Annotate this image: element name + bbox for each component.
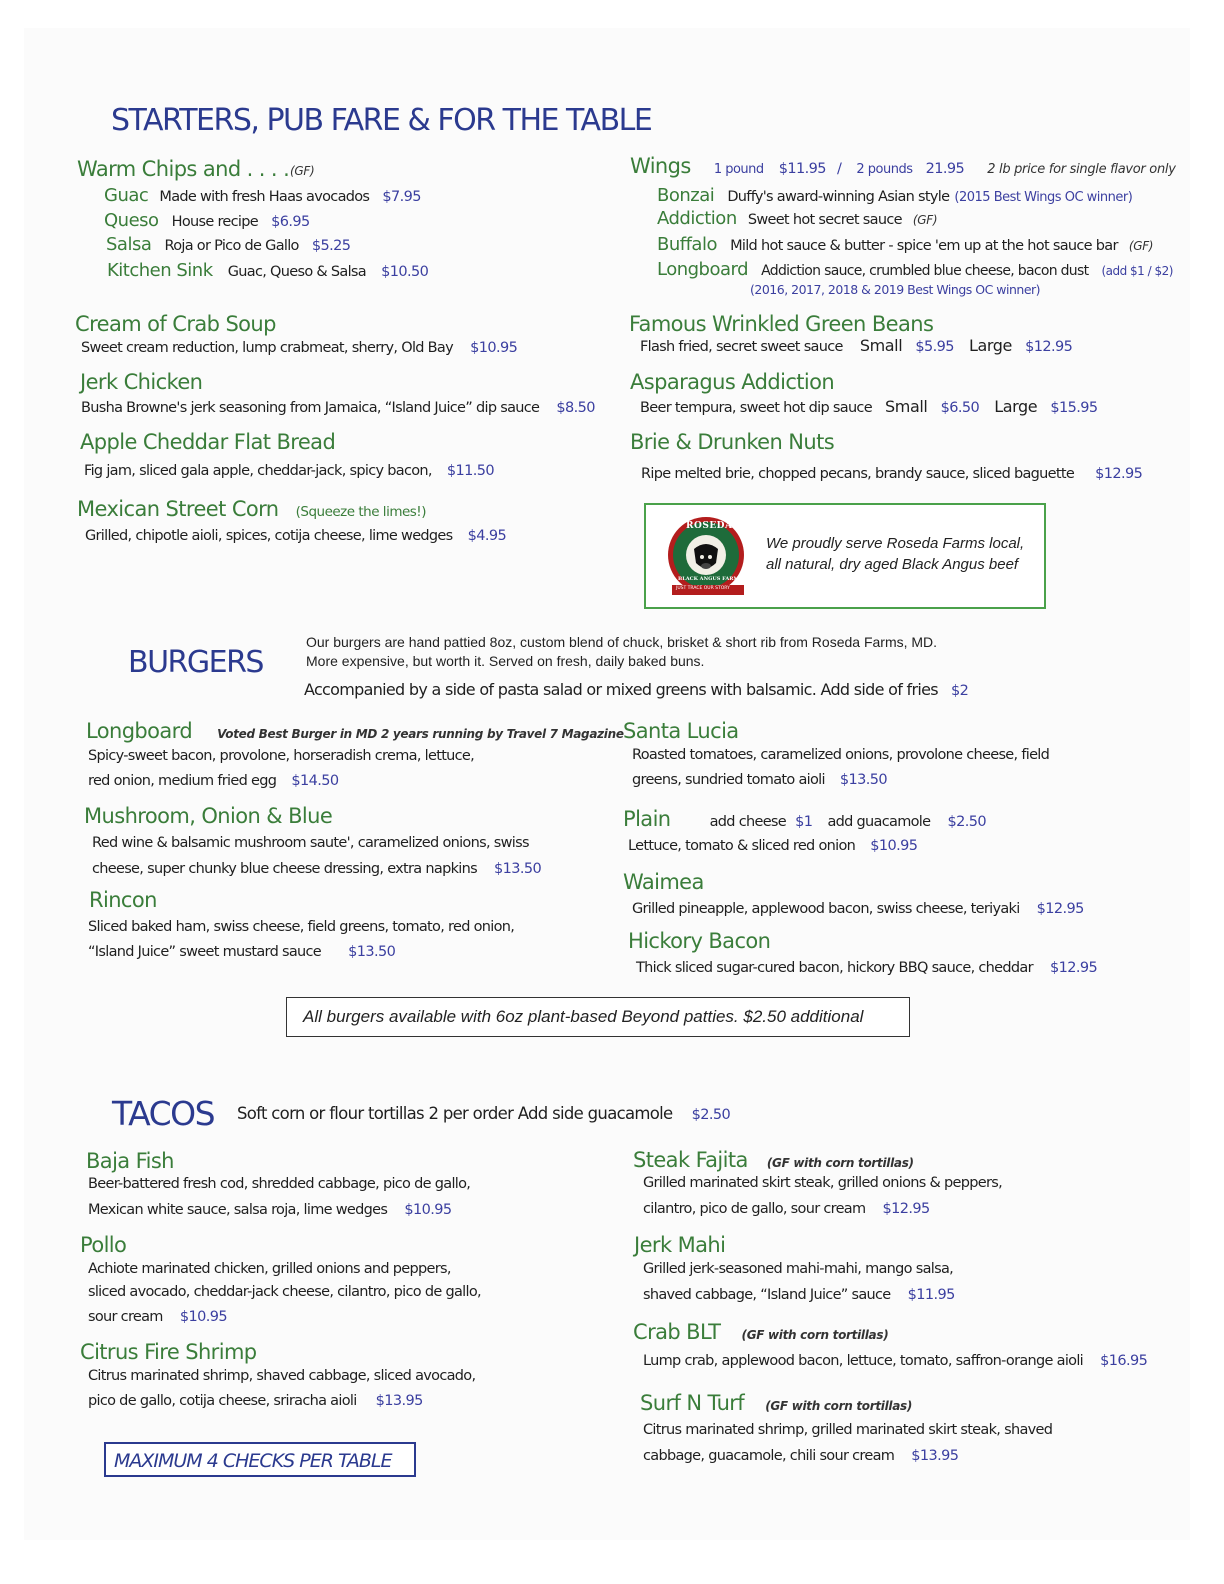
chips-item-price: $6.95 <box>271 214 310 230</box>
surf-turf-desc-1: Citrus marinated shrimp, grilled marinated skirt steak, shaved <box>643 1422 1053 1438</box>
surf-turf-header <box>640 1391 912 1415</box>
wing-flavor-extra: (2015 Best Wings OC winner) <box>954 190 1133 205</box>
wings-addiction-row <box>657 208 937 229</box>
chips-item-price: $7.95 <box>382 189 421 205</box>
fries-price: $2 <box>950 683 969 699</box>
longboard-burger-name: Longboard <box>86 719 193 743</box>
item-desc: Busha Browne's jerk seasoning from Jamaica, “Island Juice” dip sauce <box>81 400 540 416</box>
chips-item-desc: Roja or Pico de Gallo <box>164 238 299 254</box>
item-price: $11.95 <box>907 1287 955 1303</box>
item-price: $10.95 <box>470 340 518 356</box>
pollo-desc-row <box>88 1306 227 1325</box>
steak-fajita-header <box>633 1148 914 1172</box>
chips-salsa-row <box>106 234 350 255</box>
burgers-intro-2: More expensive, but worth it. Served on fresh, daily baked buns. <box>306 653 705 669</box>
size-large-price: $15.95 <box>1050 400 1098 416</box>
max-checks-text: MAXIMUM 4 CHECKS PER TABLE <box>114 1450 392 1472</box>
item-desc: cabbage, guacamole, chili sour cream <box>643 1448 895 1464</box>
item-desc: shaved cabbage, “Island Juice” sauce <box>643 1287 891 1303</box>
item-price: $10.95 <box>404 1202 452 1218</box>
item-price: $8.50 <box>556 400 595 416</box>
beyond-patty-note: All burgers available with 6oz plant-based Beyond patties. $2.50 additional <box>303 1007 864 1026</box>
item-desc: Mexican white sauce, salsa roja, lime wedges <box>88 1202 388 1218</box>
size-large-price: $12.95 <box>1025 339 1073 355</box>
wing-flavor-extra: (GF) <box>912 213 938 227</box>
chips-item-name: Queso <box>104 210 159 231</box>
wing-flavor-name: Addiction <box>657 208 737 229</box>
size-small-label: Small <box>859 336 903 355</box>
wings-name: Wings <box>630 154 691 178</box>
item-price: $13.50 <box>839 772 888 788</box>
chips-item-name: Guac <box>104 185 149 206</box>
citrus-shrimp-desc-row <box>88 1390 423 1409</box>
surf-turf-name: Surf N Turf <box>640 1391 745 1415</box>
chips-item-price: $10.50 <box>381 264 429 280</box>
item-desc: greens, sundried tomato aioli <box>632 772 825 788</box>
crab-soup-name: Cream of Crab Soup <box>75 312 276 336</box>
chips-item-desc: Made with fresh Haas avocados <box>159 189 370 205</box>
jerk-mahi-name: Jerk Mahi <box>634 1233 726 1257</box>
burgers-intro-3-row <box>304 680 968 699</box>
item-desc: cilantro, pico de gallo, sour cream <box>643 1201 866 1217</box>
jerk-chicken-desc-row <box>81 397 595 416</box>
wing-flavor-desc: Addiction sauce, crumbled blue cheese, bacon dust <box>761 263 1089 279</box>
item-desc: cheese, super chunky blue cheese dressing, extra napkins <box>92 861 477 877</box>
item-desc: Thick sliced sugar-cured bacon, hickory BBQ sauce, cheddar <box>636 960 1033 976</box>
roseda-logo-top-text: ROSEDA <box>686 521 733 531</box>
size-small-label: Small <box>885 397 928 416</box>
wings-bonzai-row <box>657 185 1132 206</box>
burgers-title: BURGERS <box>128 645 263 680</box>
item-desc: red onion, medium fried egg <box>88 773 277 789</box>
jerk-mahi-desc-1: Grilled jerk-seasoned mahi-mahi, mango salsa, <box>643 1261 954 1277</box>
waimea-burger-name: Waimea <box>623 870 704 894</box>
chips-item-name: Kitchen Sink <box>107 260 213 281</box>
chips-name: Warm Chips and . . . . <box>77 157 290 181</box>
item-price: $13.50 <box>494 861 542 877</box>
tacos-guac-price: $2.50 <box>691 1107 731 1123</box>
crab-blt-name: Crab BLT <box>633 1320 721 1344</box>
wings-buffalo-row <box>657 234 1153 255</box>
roseda-logo-banner-text: JUST TRACE OUR STORY <box>676 586 730 591</box>
longboard-burger-desc-1: Spicy-sweet bacon, provolone, horseradish crema, lettuce, <box>88 748 475 764</box>
plain-cheese-price: $1 <box>795 814 813 830</box>
chips-item-name: Salsa <box>106 234 152 255</box>
pollo-desc-1: Achiote marinated chicken, grilled onions and peppers, <box>88 1261 451 1277</box>
chips-gf-note: (GF) <box>290 164 315 178</box>
tacos-subtitle-row <box>237 1104 730 1123</box>
santa-lucia-burger-name: Santa Lucia <box>623 719 739 743</box>
jerk-chicken-name: Jerk Chicken <box>80 370 203 394</box>
wings-note: 2 lb price for single flavor only <box>987 162 1176 177</box>
wing-flavor-name: Longboard <box>657 259 749 280</box>
street-corn-header <box>77 497 426 521</box>
citrus-shrimp-name: Citrus Fire Shrimp <box>80 1340 257 1364</box>
roseda-line-1: We proudly serve Roseda Farms local, <box>766 535 1025 552</box>
baja-fish-desc-row <box>88 1199 451 1218</box>
max-checks-box <box>104 1442 416 1477</box>
steak-fajita-name: Steak Fajita <box>633 1148 748 1172</box>
plain-add-guac: add guacamole <box>827 814 931 830</box>
size-small-price: $6.50 <box>940 400 980 416</box>
plain-burger-header <box>623 807 986 831</box>
beyond-patty-note-box <box>286 997 910 1037</box>
green-beans-desc-row <box>640 336 1072 355</box>
wing-flavor-desc: Duffy's award-winning Asian style <box>727 189 950 205</box>
item-price: $10.95 <box>179 1309 227 1325</box>
crab-blt-desc-row <box>643 1350 1147 1369</box>
item-price: $12.95 <box>882 1201 930 1217</box>
item-desc: Sweet cream reduction, lump crabmeat, sherry, Old Bay <box>81 340 453 356</box>
burgers-intro-1: Our burgers are hand pattied 8oz, custom blend of chuck, brisket & short rib from Roseda Farms, MD. <box>306 634 938 650</box>
santa-lucia-burger-desc-row <box>632 769 887 788</box>
asparagus-name: Asparagus Addiction <box>630 370 835 394</box>
item-desc: pico de gallo, cotija cheese, sriracha aioli <box>88 1393 357 1409</box>
item-price: $12.95 <box>1036 901 1084 917</box>
item-price: $10.95 <box>870 838 918 854</box>
tacos-subtitle: Soft corn or flour tortillas 2 per order Add side guacamole <box>237 1104 673 1123</box>
pollo-name: Pollo <box>80 1233 127 1257</box>
chips-item-desc: Guac, Queso & Salsa <box>227 264 366 280</box>
item-desc: Grilled, chipotle aioli, spices, cotija cheese, lime wedges <box>85 528 453 544</box>
item-price: $4.95 <box>467 528 507 544</box>
item-desc: Lettuce, tomato & sliced red onion <box>628 838 856 854</box>
chips-guac-row <box>104 185 421 206</box>
asparagus-desc-row <box>640 397 1097 416</box>
waimea-burger-desc-row <box>632 898 1084 917</box>
steak-fajita-note: (GF with corn tortillas) <box>766 1156 914 1170</box>
crab-blt-header <box>633 1320 888 1344</box>
jerk-mahi-desc-row <box>643 1284 955 1303</box>
wings-header <box>630 154 1176 178</box>
size-large-label: Large <box>968 336 1013 355</box>
wing-flavor-name: Buffalo <box>657 234 717 255</box>
plain-burger-desc-row <box>628 835 917 854</box>
item-price: $13.95 <box>375 1393 423 1409</box>
item-price: $12.95 <box>1095 466 1143 482</box>
size-small-price: $5.95 <box>915 339 954 355</box>
item-desc: Ripe melted brie, chopped pecans, brandy sauce, sliced baguette <box>641 466 1075 482</box>
item-price: $14.50 <box>291 773 339 789</box>
mushroom-burger-name: Mushroom, Onion & Blue <box>84 804 333 828</box>
item-desc: Grilled pineapple, applewood bacon, swiss cheese, teriyaki <box>632 901 1020 917</box>
brie-desc-row <box>641 463 1142 482</box>
wings-longboard-row <box>657 259 1173 280</box>
chips-queso-row <box>104 210 310 231</box>
size-large-label: Large <box>994 397 1038 416</box>
item-price: $12.95 <box>1049 960 1098 976</box>
rincon-burger-desc-1: Sliced baked ham, swiss cheese, field greens, tomato, red onion, <box>88 919 515 935</box>
street-corn-name: Mexican Street Corn <box>77 497 279 521</box>
wings-separator: / <box>836 161 842 177</box>
tacos-title: TACOS <box>112 1094 215 1133</box>
street-corn-desc-row <box>85 525 506 544</box>
item-desc: “Island Juice” sweet mustard sauce <box>88 944 322 960</box>
chips-kitchen-sink-row <box>107 260 428 281</box>
longboard-burger-desc-row <box>88 770 338 789</box>
chips-item-price: $5.25 <box>311 238 351 254</box>
roseda-logo-bottom-text: BLACK ANGUS FARM <box>678 576 739 582</box>
wings-one-price: $11.95 <box>778 161 826 177</box>
surf-turf-note: (GF with corn tortillas) <box>765 1399 913 1413</box>
flat-bread-name: Apple Cheddar Flat Bread <box>80 430 336 454</box>
citrus-shrimp-desc-1: Citrus marinated shrimp, shaved cabbage, sliced avocado, <box>88 1368 476 1384</box>
longboard-burger-header <box>86 719 624 743</box>
plain-add-cheese: add cheese <box>709 814 786 830</box>
rincon-burger-desc-row <box>88 941 395 960</box>
item-price: $11.50 <box>446 463 495 479</box>
flat-bread-desc-row <box>84 460 494 479</box>
wing-flavor-extra: (GF) <box>1128 239 1154 253</box>
crab-soup-desc-row <box>81 337 517 356</box>
santa-lucia-burger-desc-1: Roasted tomatoes, caramelized onions, provolone cheese, field <box>632 747 1050 763</box>
wings-one-pound: 1 pound <box>713 162 764 177</box>
item-desc: sour cream <box>88 1309 163 1325</box>
baja-fish-desc-1: Beer-battered fresh cod, shredded cabbage, pico de gallo, <box>88 1176 471 1192</box>
hickory-burger-name: Hickory Bacon <box>628 929 771 953</box>
hickory-burger-desc-row <box>636 957 1097 976</box>
item-desc: Flash fried, secret sweet sauce <box>640 339 843 355</box>
steak-fajita-desc-1: Grilled marinated skirt steak, grilled onions & peppers, <box>643 1175 1003 1191</box>
item-desc: Lump crab, applewood bacon, lettuce, tomato, saffron-orange aioli <box>643 1353 1083 1369</box>
street-corn-note: (Squeeze the limes!) <box>295 504 426 520</box>
surf-turf-desc-row <box>643 1445 958 1464</box>
roseda-farms-box <box>644 503 1046 609</box>
wing-flavor-name: Bonzai <box>657 185 715 206</box>
roseda-line-2: all natural, dry aged Black Angus beef <box>766 556 1019 573</box>
item-desc: Beer tempura, sweet hot dip sauce <box>640 400 872 416</box>
item-price: $13.95 <box>911 1448 959 1464</box>
item-desc: Fig jam, sliced gala apple, cheddar-jack, spicy bacon, <box>84 463 432 479</box>
green-beans-name: Famous Wrinkled Green Beans <box>629 312 934 336</box>
mushroom-burger-desc-1: Red wine & balsamic mushroom saute', caramelized onions, swiss <box>92 835 529 851</box>
brie-name: Brie & Drunken Nuts <box>630 430 835 454</box>
plain-burger-name: Plain <box>623 807 671 831</box>
wings-two-price: 21.95 <box>925 161 965 177</box>
burgers-intro-3: Accompanied by a side of pasta salad or mixed greens with balsamic. Add side of fries <box>304 680 938 699</box>
wings-longboard-awards: (2016, 2017, 2018 & 2019 Best Wings OC winner) <box>750 282 1041 297</box>
starters-title: STARTERS, PUB FARE & FOR THE TABLE <box>111 103 652 138</box>
chips-item-desc: House recipe <box>171 214 258 230</box>
item-price: $16.95 <box>1100 1353 1148 1369</box>
baja-fish-name: Baja Fish <box>86 1149 174 1173</box>
mushroom-burger-desc-row <box>92 858 541 877</box>
wings-two-pounds: 2 pounds <box>856 162 913 177</box>
item-price: $13.50 <box>348 944 396 960</box>
crab-blt-note: (GF with corn tortillas) <box>741 1328 889 1342</box>
wing-flavor-desc: Mild hot sauce & butter - spice 'em up at the hot sauce bar <box>730 238 1118 254</box>
wing-flavor-desc: Sweet hot secret sauce <box>747 212 902 228</box>
pollo-desc-2: sliced avocado, cheddar-jack cheese, cilantro, pico de gallo, <box>88 1284 481 1300</box>
longboard-burger-note: Voted Best Burger in MD 2 years running by Travel 7 Magazine <box>217 727 624 741</box>
rincon-burger-name: Rincon <box>89 888 157 912</box>
plain-guac-price: $2.50 <box>947 814 986 830</box>
wing-flavor-extra: (add $1 / $2) <box>1101 264 1173 278</box>
steak-fajita-desc-row <box>643 1198 930 1217</box>
roseda-logo-icon <box>664 515 750 601</box>
